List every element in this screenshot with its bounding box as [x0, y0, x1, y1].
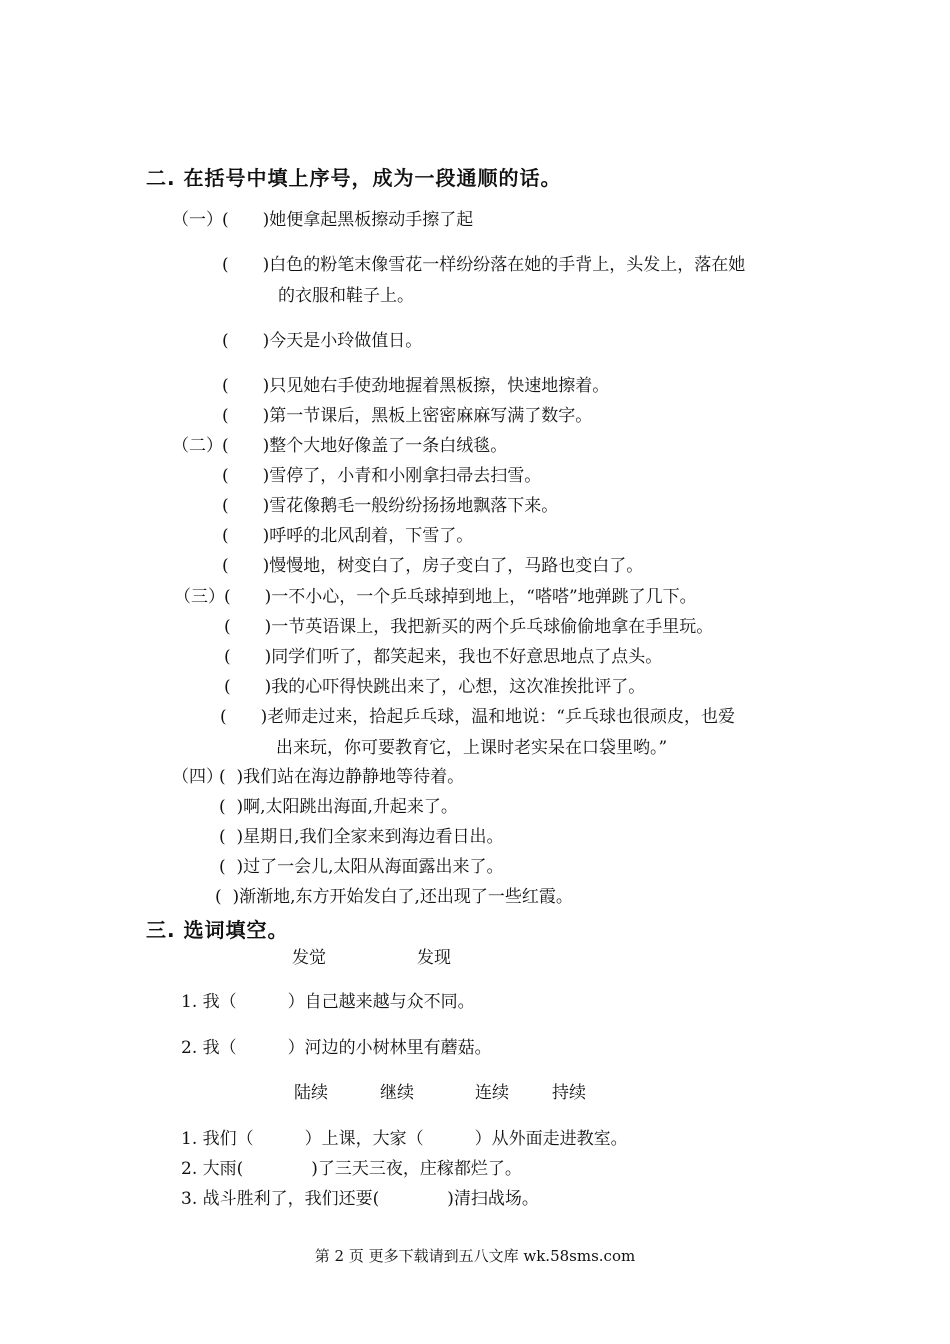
group3-item: ( )老师走过来，拾起乒乓球，温和地说：“乒乓球也很顽皮，也爱 — [220, 707, 735, 727]
group2-item: ( )整个大地好像盖了一条白绒毯。 — [222, 436, 508, 456]
question: 2. 大雨( )了三天三夜，庄稼都烂了。 — [181, 1159, 522, 1179]
group1-item: ( )今天是小玲做值日。 — [222, 331, 423, 351]
group2-item: ( )雪花像鹅毛一般纷纷扬扬地飘落下来。 — [222, 496, 559, 516]
group4-item: ( )星期日,我们全家来到海边看日出。 — [219, 827, 504, 847]
group1-label: （一） — [172, 210, 223, 230]
group3-item: ( )一不小心，一个乒乓球掉到地上，“嗒嗒”地弹跳了几下。 — [224, 587, 697, 607]
question: 3. 战斗胜利了，我们还要( )清扫战场。 — [181, 1189, 539, 1209]
group2-item: ( )呼呼的北风刮着，下雪了。 — [222, 526, 474, 546]
word-option: 连续 — [475, 1083, 509, 1103]
group1-item: ( )第一节课后，黑板上密密麻麻写满了数字。 — [222, 406, 593, 426]
group4-item: ( )啊,太阳跳出海面,升起来了。 — [219, 797, 458, 817]
word-option: 继续 — [380, 1083, 414, 1103]
group1-item: ( )只见她右手使劲地握着黑板擦，快速地擦着。 — [222, 376, 610, 396]
group1-item: ( )她便拿起黑板擦动手擦了起 — [222, 210, 474, 230]
section2-title: 二. 在括号中填上序号，成为一段通顺的话。 — [146, 166, 562, 190]
page-footer: 第 2 页 更多下载请到五八文库 wk.58sms.com — [314, 1247, 636, 1265]
group4-item: ( )我们站在海边静静地等待着。 — [219, 767, 465, 787]
word-option: 持续 — [552, 1083, 586, 1103]
word-option: 发觉 — [292, 948, 326, 968]
question: 2. 我（ ）河边的小树林里有蘑菇。 — [181, 1038, 492, 1058]
group1-item: ( )白色的粉笔末像雪花一样纷纷落在她的手背上，头发上，落在她 — [222, 255, 746, 275]
group3-item: ( )一节英语课上，我把新买的两个乒乓球偷偷地拿在手里玩。 — [224, 617, 714, 637]
group4-item: ( )过了一会儿,太阳从海面露出来了。 — [219, 857, 504, 877]
group2-label: （二） — [172, 436, 223, 456]
group3-item: ( )同学们听了，都笑起来，我也不好意思地点了点头。 — [224, 647, 663, 667]
group4-item: ( )渐渐地,东方开始发白了,还出现了一些红霞。 — [215, 887, 573, 907]
word-option: 陆续 — [294, 1083, 328, 1103]
group2-item: ( )慢慢地，树变白了，房子变白了，马路也变白了。 — [222, 556, 644, 576]
group3-item-continuation: 出来玩，你可要教育它，上课时老实呆在口袋里哟。” — [276, 738, 668, 758]
group3-label: （三） — [174, 587, 225, 607]
group3-item: ( )我的心吓得快跳出来了，心想，这次准挨批评了。 — [224, 677, 646, 697]
section3-title: 三. 选词填空。 — [146, 918, 289, 942]
word-option: 发现 — [417, 948, 451, 968]
group2-item: ( )雪停了，小青和小刚拿扫帚去扫雪。 — [222, 466, 542, 486]
question: 1. 我们（ ）上课，大家（ ）从外面走进教室。 — [181, 1129, 628, 1149]
question: 1. 我（ ）自己越来越与众不同。 — [181, 992, 475, 1012]
group1-item-continuation: 的衣服和鞋子上。 — [278, 286, 414, 306]
group4-label: （四） — [172, 767, 223, 787]
